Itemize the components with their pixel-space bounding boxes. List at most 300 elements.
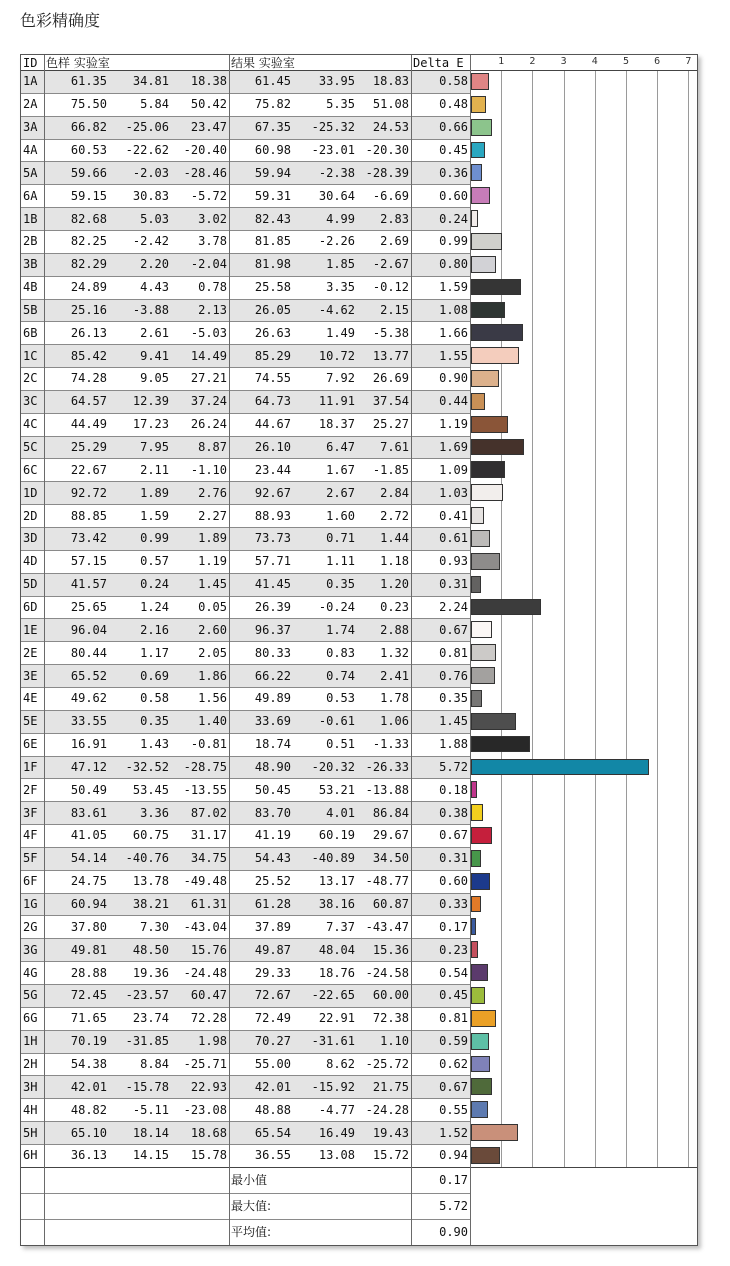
delta-e-value: 0.36 [439, 165, 468, 180]
delta-e-bar [471, 964, 488, 981]
row-id: 4B [23, 280, 38, 295]
result-lab-value: 49.87 [254, 942, 291, 957]
delta-e-bar [471, 1056, 490, 1073]
result-lab-value: 0.35 [326, 577, 355, 592]
delta-e-value: 0.60 [439, 188, 468, 203]
sample-lab-value: 74.28 [70, 371, 107, 386]
result-lab-value: 18.74 [254, 737, 291, 752]
result-lab-value: 2.41 [380, 668, 409, 683]
row-id: 3C [23, 394, 38, 409]
result-lab-value: -1.33 [372, 737, 409, 752]
sample-lab-value: -15.78 [125, 1079, 169, 1094]
row-divider [21, 413, 470, 414]
result-lab-value: 72.67 [254, 988, 291, 1003]
row-divider [21, 207, 470, 208]
sample-lab-value: 1.43 [140, 737, 169, 752]
sample-lab-value: 26.13 [70, 325, 107, 340]
row-divider [21, 550, 470, 551]
result-lab-value: -20.30 [365, 142, 409, 157]
sample-lab-value: 9.05 [140, 371, 169, 386]
result-lab-value: 33.69 [254, 714, 291, 729]
row-id: 2A [23, 97, 38, 112]
result-lab-value: 0.83 [326, 645, 355, 660]
result-lab-value: 48.88 [254, 1102, 291, 1117]
sample-lab-value: 1.86 [198, 668, 227, 683]
result-lab-value: 96.37 [254, 622, 291, 637]
delta-e-value: 0.66 [439, 120, 468, 135]
row-id: 3F [23, 805, 38, 820]
delta-e-value: 0.54 [439, 965, 468, 980]
row-id: 1H [23, 1034, 38, 1049]
delta-e-bar [471, 530, 490, 547]
delta-e-value: 0.81 [439, 645, 468, 660]
row-id: 6B [23, 325, 38, 340]
row-divider [21, 299, 470, 300]
sample-lab-value: -23.57 [125, 988, 169, 1003]
row-id: 5C [23, 440, 38, 455]
result-lab-value: 65.54 [254, 1125, 291, 1140]
result-lab-value: 0.74 [326, 668, 355, 683]
result-lab-value: -0.12 [372, 280, 409, 295]
sample-lab-value: 47.12 [70, 759, 107, 774]
sample-lab-value: 60.47 [190, 988, 227, 1003]
result-lab-value: 26.10 [254, 440, 291, 455]
result-lab-value: 24.53 [372, 120, 409, 135]
result-lab-value: 0.71 [326, 531, 355, 546]
sample-lab-value: 23.47 [190, 120, 227, 135]
sample-lab-value: 44.49 [70, 417, 107, 432]
result-lab-value: 3.35 [326, 280, 355, 295]
sample-lab-value: 85.42 [70, 348, 107, 363]
row-id: 5G [23, 988, 38, 1003]
result-lab-value: -0.61 [318, 714, 355, 729]
row-id: 1D [23, 485, 38, 500]
row-id: 4C [23, 417, 38, 432]
result-lab-value: -0.24 [318, 599, 355, 614]
sample-lab-value: 25.65 [70, 599, 107, 614]
row-divider [21, 618, 470, 619]
sample-lab-value: 57.15 [70, 554, 107, 569]
row-id: 6H [23, 1148, 38, 1163]
sample-lab-value: 88.85 [70, 508, 107, 523]
result-lab-value: 1.85 [326, 257, 355, 272]
sample-lab-value: -25.06 [125, 120, 169, 135]
result-lab-value: -43.47 [365, 919, 409, 934]
sample-lab-value: 14.49 [190, 348, 227, 363]
result-lab-value: 60.00 [372, 988, 409, 1003]
result-lab-value: 1.06 [380, 714, 409, 729]
result-lab-value: 25.58 [254, 280, 291, 295]
sample-lab-value: -1.10 [190, 462, 227, 477]
result-lab-value: -28.39 [365, 165, 409, 180]
delta-e-bar [471, 461, 505, 478]
sample-lab-value: 2.60 [198, 622, 227, 637]
result-lab-value: 41.45 [254, 577, 291, 592]
row-divider [21, 161, 470, 162]
row-id: 2B [23, 234, 38, 249]
row-divider [21, 641, 470, 642]
result-lab-value: 38.16 [318, 897, 355, 912]
sample-lab-value: 0.78 [198, 280, 227, 295]
row-id: 3A [23, 120, 38, 135]
sample-lab-value: 0.05 [198, 599, 227, 614]
delta-e-value: 1.03 [439, 485, 468, 500]
result-lab-value: 73.73 [254, 531, 291, 546]
sample-lab-value: 0.99 [140, 531, 169, 546]
sample-lab-value: 38.21 [132, 897, 169, 912]
delta-e-bar [471, 119, 492, 136]
row-divider [21, 664, 470, 665]
result-lab-value: 1.44 [380, 531, 409, 546]
row-divider [21, 1098, 470, 1099]
row-id: 4G [23, 965, 38, 980]
row-divider [21, 1030, 470, 1031]
sample-lab-value: 19.36 [132, 965, 169, 980]
sample-lab-value: -5.11 [132, 1102, 169, 1117]
result-lab-value: 15.72 [372, 1148, 409, 1163]
result-lab-value: 29.33 [254, 965, 291, 980]
delta-e-value: 1.69 [439, 440, 468, 455]
sample-lab-value: 48.82 [70, 1102, 107, 1117]
row-divider [21, 778, 470, 779]
row-divider [21, 139, 470, 140]
delta-e-value: 2.24 [439, 599, 468, 614]
row-id: 2C [23, 371, 38, 386]
delta-e-value: 0.44 [439, 394, 468, 409]
row-id: 3G [23, 942, 38, 957]
result-lab-value: 57.71 [254, 554, 291, 569]
sample-lab-value: 60.75 [132, 828, 169, 843]
result-lab-value: 6.47 [326, 440, 355, 455]
column-divider [44, 55, 45, 1245]
delta-e-bar [471, 416, 508, 433]
sample-lab-value: 18.14 [132, 1125, 169, 1140]
sample-lab-value: 2.13 [198, 302, 227, 317]
delta-e-value: 0.31 [439, 851, 468, 866]
row-divider [21, 710, 470, 711]
delta-e-bar [471, 256, 496, 273]
result-lab-value: 8.62 [326, 1056, 355, 1071]
result-lab-value: 74.55 [254, 371, 291, 386]
row-divider [21, 893, 470, 894]
result-lab-value: 60.98 [254, 142, 291, 157]
header-delta: Delta E [413, 55, 464, 70]
result-lab-value: 18.37 [318, 417, 355, 432]
summary-value: 5.72 [439, 1198, 468, 1213]
sample-lab-value: 15.78 [190, 1148, 227, 1163]
delta-e-value: 1.88 [439, 737, 468, 752]
delta-e-bar [471, 142, 485, 159]
result-lab-value: 7.61 [380, 440, 409, 455]
sample-lab-value: 28.88 [70, 965, 107, 980]
sample-lab-value: -5.03 [190, 325, 227, 340]
sample-lab-value: -28.46 [183, 165, 227, 180]
result-lab-value: -25.72 [365, 1056, 409, 1071]
x-tick-label: 3 [560, 56, 567, 67]
delta-e-bar [471, 210, 478, 227]
delta-e-value: 0.45 [439, 142, 468, 157]
sample-lab-value: 0.58 [140, 691, 169, 706]
sample-lab-value: 1.89 [198, 531, 227, 546]
sample-lab-value: 96.04 [70, 622, 107, 637]
result-lab-value: 54.43 [254, 851, 291, 866]
sample-lab-value: 2.27 [198, 508, 227, 523]
delta-e-bar [471, 781, 477, 798]
row-id: 3D [23, 531, 38, 546]
delta-e-value: 0.94 [439, 1148, 468, 1163]
result-lab-value: 0.53 [326, 691, 355, 706]
delta-e-bar [471, 850, 481, 867]
delta-e-bar [471, 667, 495, 684]
delta-e-value: 0.55 [439, 1102, 468, 1117]
row-id: 1B [23, 211, 38, 226]
gridline [626, 70, 627, 1167]
delta-e-bar [471, 599, 541, 616]
delta-e-value: 0.81 [439, 1011, 468, 1026]
result-lab-value: 25.52 [254, 874, 291, 889]
result-lab-value: -22.65 [311, 988, 355, 1003]
sample-lab-value: 1.19 [198, 554, 227, 569]
delta-e-bar [471, 736, 530, 753]
sample-lab-value: 49.81 [70, 942, 107, 957]
sample-lab-value: 8.87 [198, 440, 227, 455]
delta-e-bar [471, 1147, 500, 1164]
sample-lab-value: -22.62 [125, 142, 169, 157]
result-lab-value: 2.15 [380, 302, 409, 317]
row-id: 4D [23, 554, 38, 569]
result-lab-value: 1.18 [380, 554, 409, 569]
row-id: 1C [23, 348, 38, 363]
sample-lab-value: 1.98 [198, 1034, 227, 1049]
sample-lab-value: 2.05 [198, 645, 227, 660]
row-divider [21, 276, 470, 277]
sample-lab-value: 8.84 [140, 1056, 169, 1071]
result-lab-value: -24.28 [365, 1102, 409, 1117]
delta-e-bar [471, 873, 490, 890]
result-lab-value: 13.17 [318, 874, 355, 889]
result-lab-value: 22.91 [318, 1011, 355, 1026]
result-lab-value: 83.70 [254, 805, 291, 820]
row-divider [21, 390, 470, 391]
delta-e-value: 0.67 [439, 1079, 468, 1094]
row-id: 4H [23, 1102, 38, 1117]
sample-lab-value: 64.57 [70, 394, 107, 409]
sample-lab-value: 24.89 [70, 280, 107, 295]
delta-e-value: 0.18 [439, 782, 468, 797]
header-divider [21, 70, 697, 71]
result-lab-value: -15.92 [311, 1079, 355, 1094]
result-lab-value: 81.85 [254, 234, 291, 249]
result-lab-value: 34.50 [372, 851, 409, 866]
row-divider [21, 573, 470, 574]
sample-lab-value: 27.21 [190, 371, 227, 386]
result-lab-value: 42.01 [254, 1079, 291, 1094]
result-lab-value: 30.64 [318, 188, 355, 203]
row-divider [21, 481, 470, 482]
result-lab-value: -5.38 [372, 325, 409, 340]
sample-lab-value: -3.88 [132, 302, 169, 317]
result-lab-value: 7.37 [326, 919, 355, 934]
x-tick-label: 6 [654, 56, 661, 67]
delta-e-bar [471, 1010, 496, 1027]
result-lab-value: -2.26 [318, 234, 355, 249]
sample-lab-value: 41.57 [70, 577, 107, 592]
row-divider [21, 230, 470, 231]
result-lab-value: 23.44 [254, 462, 291, 477]
sample-lab-value: 2.11 [140, 462, 169, 477]
sample-lab-value: 50.42 [190, 97, 227, 112]
result-lab-value: 5.35 [326, 97, 355, 112]
sample-lab-value: 50.49 [70, 782, 107, 797]
sample-lab-value: 70.19 [70, 1034, 107, 1049]
row-id: 6F [23, 874, 38, 889]
sample-lab-value: 22.67 [70, 462, 107, 477]
delta-e-bar [471, 324, 523, 341]
sample-lab-value: 72.28 [190, 1011, 227, 1026]
result-lab-value: 11.91 [318, 394, 355, 409]
delta-e-value: 0.23 [439, 942, 468, 957]
result-lab-value: 50.45 [254, 782, 291, 797]
result-lab-value: 26.69 [372, 371, 409, 386]
result-lab-value: 88.93 [254, 508, 291, 523]
delta-e-bar [471, 507, 484, 524]
delta-e-value: 0.93 [439, 554, 468, 569]
delta-e-value: 1.59 [439, 280, 468, 295]
delta-e-value: 0.58 [439, 74, 468, 89]
row-divider [21, 1121, 470, 1122]
result-lab-value: -26.33 [365, 759, 409, 774]
row-id: 5B [23, 302, 38, 317]
result-lab-value: 4.99 [326, 211, 355, 226]
result-lab-value: 72.49 [254, 1011, 291, 1026]
sample-lab-value: 73.42 [70, 531, 107, 546]
sample-lab-value: 66.82 [70, 120, 107, 135]
sample-lab-value: -28.75 [183, 759, 227, 774]
result-lab-value: 4.01 [326, 805, 355, 820]
sample-lab-value: 4.43 [140, 280, 169, 295]
result-lab-value: -6.69 [372, 188, 409, 203]
sample-lab-value: 25.29 [70, 440, 107, 455]
gridline [532, 70, 533, 1167]
result-lab-value: 64.73 [254, 394, 291, 409]
result-lab-value: 1.20 [380, 577, 409, 592]
result-lab-value: 1.67 [326, 462, 355, 477]
result-lab-value: 13.08 [318, 1148, 355, 1163]
result-lab-value: 29.67 [372, 828, 409, 843]
sample-lab-value: 1.17 [140, 645, 169, 660]
row-id: 6D [23, 599, 38, 614]
sample-lab-value: 5.03 [140, 211, 169, 226]
result-lab-value: -24.58 [365, 965, 409, 980]
row-divider [21, 687, 470, 688]
delta-e-value: 1.52 [439, 1125, 468, 1140]
delta-e-bar [471, 644, 496, 661]
sample-lab-value: 0.35 [140, 714, 169, 729]
row-id: 5D [23, 577, 38, 592]
result-lab-value: 51.08 [372, 97, 409, 112]
delta-e-value: 5.72 [439, 759, 468, 774]
sample-lab-value: 61.31 [190, 897, 227, 912]
result-lab-value: 70.27 [254, 1034, 291, 1049]
result-lab-value: 59.31 [254, 188, 291, 203]
row-id: 6A [23, 188, 38, 203]
sample-lab-value: 54.14 [70, 851, 107, 866]
sample-lab-value: 23.74 [132, 1011, 169, 1026]
delta-e-bar [471, 279, 521, 296]
delta-e-bar [471, 576, 481, 593]
sample-lab-value: -40.76 [125, 851, 169, 866]
sample-lab-value: 1.59 [140, 508, 169, 523]
row-divider [21, 344, 470, 345]
sample-lab-value: 71.65 [70, 1011, 107, 1026]
delta-e-value: 0.35 [439, 691, 468, 706]
delta-e-bar [471, 804, 483, 821]
sample-lab-value: 17.23 [132, 417, 169, 432]
result-lab-value: 26.39 [254, 599, 291, 614]
gridline [564, 70, 565, 1167]
row-divider [21, 915, 470, 916]
result-lab-value: 66.22 [254, 668, 291, 683]
sample-lab-value: 54.38 [70, 1056, 107, 1071]
sample-lab-value: -2.42 [132, 234, 169, 249]
x-tick-label: 4 [591, 56, 598, 67]
sample-lab-value: 25.16 [70, 302, 107, 317]
result-lab-value: 75.82 [254, 97, 291, 112]
delta-e-bar [471, 484, 503, 501]
sample-lab-value: 33.55 [70, 714, 107, 729]
row-divider [21, 984, 470, 985]
sample-lab-value: 5.84 [140, 97, 169, 112]
sample-lab-value: 1.24 [140, 599, 169, 614]
sample-lab-value: 12.39 [132, 394, 169, 409]
row-id: 1F [23, 759, 38, 774]
delta-e-value: 0.31 [439, 577, 468, 592]
delta-e-value: 0.99 [439, 234, 468, 249]
column-divider [470, 55, 471, 1245]
delta-e-bar [471, 690, 482, 707]
result-lab-value: 2.88 [380, 622, 409, 637]
sample-lab-value: 18.68 [190, 1125, 227, 1140]
row-divider [21, 321, 470, 322]
result-lab-value: 1.11 [326, 554, 355, 569]
result-lab-value: 19.43 [372, 1125, 409, 1140]
result-lab-value: -2.38 [318, 165, 355, 180]
result-lab-value: 48.90 [254, 759, 291, 774]
row-divider [21, 1075, 470, 1076]
sample-lab-value: 72.45 [70, 988, 107, 1003]
x-tick-label: 7 [685, 56, 692, 67]
result-lab-value: -4.62 [318, 302, 355, 317]
result-lab-value: 37.89 [254, 919, 291, 934]
sample-lab-value: 53.45 [132, 782, 169, 797]
result-lab-value: -4.77 [318, 1102, 355, 1117]
result-lab-value: 61.45 [254, 74, 291, 89]
row-id: 1G [23, 897, 38, 912]
sample-lab-value: -23.08 [183, 1102, 227, 1117]
result-lab-value: 44.67 [254, 417, 291, 432]
row-id: 3E [23, 668, 38, 683]
sample-lab-value: 15.76 [190, 942, 227, 957]
result-lab-value: 1.49 [326, 325, 355, 340]
row-divider [21, 184, 470, 185]
result-lab-value: 48.04 [318, 942, 355, 957]
result-lab-value: 92.67 [254, 485, 291, 500]
row-divider [21, 938, 470, 939]
row-divider [21, 504, 470, 505]
result-lab-value: 80.33 [254, 645, 291, 660]
row-divider [21, 436, 470, 437]
row-divider [21, 870, 470, 871]
